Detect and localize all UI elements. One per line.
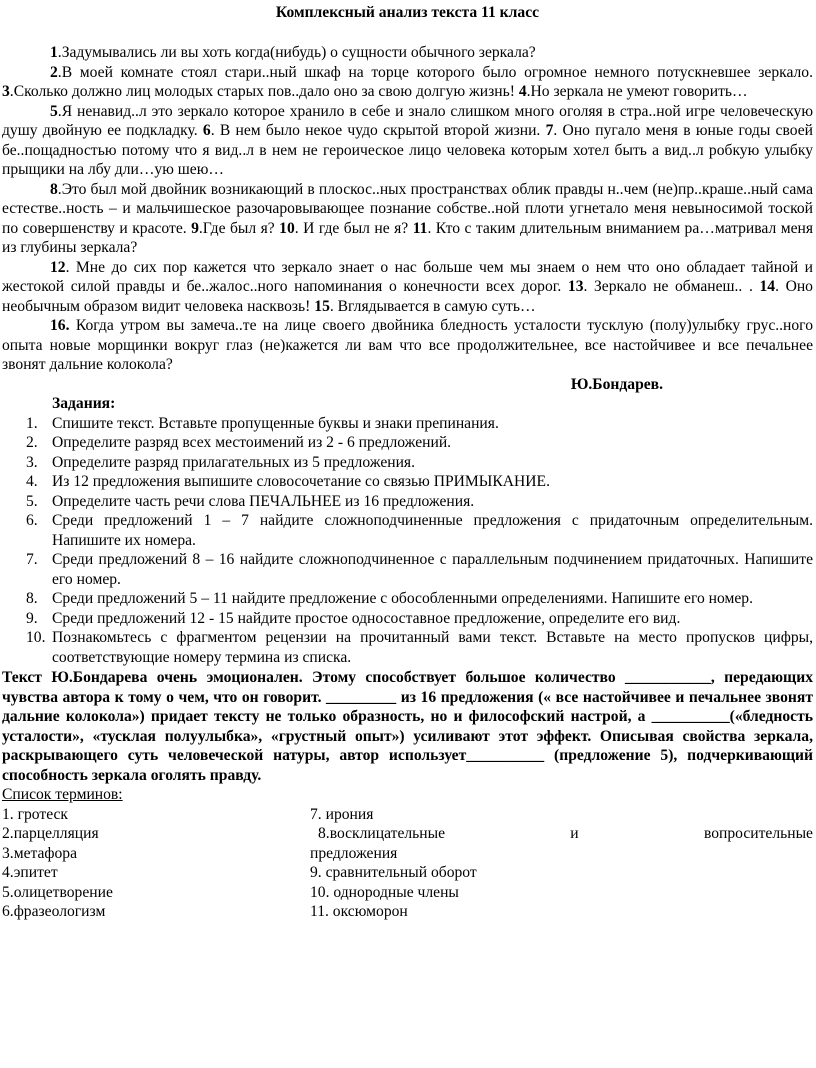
- sentence-text: . Кто с таким длительным вниманием ра…матривал меня из глубины зеркала?: [2, 219, 814, 256]
- terms-list: [2, 805, 813, 922]
- task-text: Определите разряд прилагательных из 5 предложения.: [52, 453, 415, 471]
- sentence-text: .Это был мой двойник возникающий в плоскос..ных пространствах облик правды н..чем (не)пр..краше..ный сама естестве..ность – и мальчишеское разочаровывающее познание собстве..ной плоти угнетало меня невыносимой тоской по совершенству и красоте.: [2, 180, 813, 237]
- task-text: Определите разряд всех местоимений из 2 - 6 предложений.: [52, 434, 452, 451]
- sentence-text: .Я ненавид..л это зеркало которое хранило в себе и знало слишком много оголяя в стра..ной игре человеческую душу двойную ее подкладку.: [2, 102, 813, 139]
- term-item: 1. гротеск: [2, 805, 68, 823]
- term-item: 11. оксюморон: [310, 903, 408, 920]
- sentence-text: . Вглядывается в самую суть…: [329, 297, 536, 315]
- sentence-number: 1: [50, 44, 58, 61]
- task-item: [26, 492, 813, 512]
- term-item-continuation: предложения: [310, 844, 398, 862]
- task-number: 2.: [26, 434, 38, 451]
- task-number: 8.: [26, 590, 38, 607]
- sentence-text: .Сколько должно лиц молодых старых пов..дало оно за свою долгую жизнь!: [9, 83, 519, 100]
- page-title: Комплексный анализ текста 11 класс: [275, 4, 540, 21]
- tasks-list: [2, 414, 813, 668]
- author-signature: Ю.Бондарев.: [570, 375, 663, 393]
- task-text: Среди предложений 8 – 16 найдите сложноподчиненное с параллельным подчинением придаточных. Напишите его номер.: [52, 551, 813, 588]
- task-item: [26, 511, 813, 550]
- sentence-text: . Мне до сих пор кажется что зеркало знает о нас больше чем мы знаем о нем что оно обладает тайной и жестокой силой правды и бе..жалос..ного напоминания о конечности всех дорог.: [2, 258, 813, 295]
- term-item: 4.эпитет: [2, 864, 58, 881]
- task-item: [26, 550, 813, 589]
- term-item: 7. ирония: [310, 805, 374, 823]
- sentence-text: . В нем было некое чудо скрытой второй жизни.: [210, 122, 546, 139]
- sentence-number: 4: [518, 83, 527, 100]
- task-text: Познакомьтесь с фрагментом рецензии на прочитанный вами текст. Вставьте на место пропусков цифры, соответствующие номеру термина из списка.: [52, 629, 813, 666]
- task-number: 3.: [26, 453, 38, 471]
- paragraph-4: [2, 180, 813, 258]
- sentence-text: . И где был не я?: [294, 219, 413, 237]
- source-text: [2, 43, 813, 375]
- task-number: 6.: [26, 512, 38, 529]
- task-number: 9.: [26, 609, 38, 627]
- sentence-text: .Но зеркала не умеют говорить…: [526, 83, 748, 100]
- terms-heading: Список терминов:: [2, 786, 123, 803]
- task-item: [26, 589, 813, 609]
- sentence-number: 14: [759, 278, 776, 295]
- paragraph-2: [2, 63, 813, 102]
- task-number: 1.: [26, 414, 38, 432]
- task-number: 10.: [26, 629, 46, 646]
- tasks-heading: Задания:: [52, 395, 116, 412]
- term-item: 2.парцелляция: [2, 825, 99, 842]
- paragraph-3: [2, 102, 813, 180]
- sentence-number: 10: [279, 219, 295, 237]
- term-item-part: 8.восклицательные: [318, 825, 445, 842]
- sentence-number: 2: [50, 63, 58, 81]
- task-item: [26, 453, 813, 473]
- sentence-text: .В моей комнате стоял стари..ный шкаф на торце которого было огромное немного потускневшее зеркало.: [57, 63, 813, 81]
- sentence-number: 13: [567, 278, 584, 295]
- task-text: Среди предложений 1 – 7 найдите сложноподчиненные предложения с придаточным определительным. Напишите их номера.: [52, 512, 813, 549]
- sentence-number: 16.: [50, 317, 70, 334]
- sentence-number: 7: [545, 122, 554, 139]
- review-fragment: Текст Ю.Бондарева очень эмоционален. Этому способствует большое количество ___________, передающих чувства автора к тому о чем, что он говорит. _________ из 16 предложения (« все настойчивее и печальнее звонят дальние колокола») придает тексту не только образность, но и философский настрой, а __________(«бледность усталости», «тусклая полуулыбка», «грустный опыт») усиливают этот эффект. Описывая свойства зеркала, раскрывающего суть человеческой натуры, автор использует__________ (предложение 5), подчеркивающий способность зеркала оголять правду.: [2, 669, 813, 784]
- task-number: 5.: [26, 492, 38, 510]
- task-text: Среди предложений 5 – 11 найдите предложение с обособленными определениями. Напишите его номер.: [52, 590, 753, 607]
- sentence-text: .Где был я?: [198, 219, 280, 237]
- sentence-text: .Задумывались ли вы хоть когда(нибудь) о сущности обычного зеркала?: [57, 44, 536, 61]
- term-item-part: и: [570, 825, 579, 842]
- term-item: 3.метафора: [2, 844, 78, 862]
- task-item: [26, 414, 813, 434]
- task-text: Определите часть речи слова ПЕЧАЛЬНЕЕ из 16 предложения.: [52, 492, 475, 510]
- sentence-number: 9: [191, 219, 199, 237]
- task-number: 4.: [26, 473, 38, 490]
- task-item: [26, 628, 813, 667]
- sentence-text: Когда утром вы замеча..те на лице своего двойника бледность усталости тусклую (полу)улыбку грус..ного опыта новые морщинки вокруг глаз (не)кажется ли вам что все продолжительнее, все настойчивее и все печальнее звонят дальние колокола?: [2, 317, 813, 373]
- task-text: Из 12 предложения выпишите словосочетание со связью ПРИМЫКАНИЕ.: [52, 473, 550, 490]
- term-item-part: вопросительные: [703, 825, 813, 842]
- sentence-number: 8: [50, 180, 58, 198]
- term-item: 5.олицетворение: [2, 883, 113, 901]
- task-number: 7.: [26, 551, 38, 568]
- task-item: [26, 472, 813, 492]
- paragraph-1: [2, 43, 813, 63]
- term-item: 10. однородные члены: [310, 883, 459, 901]
- paragraph-5: [2, 258, 813, 317]
- paragraph-6: [2, 316, 813, 375]
- sentence-number: 12: [50, 258, 66, 276]
- term-item-8: [310, 824, 813, 844]
- task-text: Спишите текст. Вставьте пропущенные буквы и знаки препинания.: [52, 414, 499, 432]
- task-text: Среди предложений 12 - 15 найдите простое односоставное предложение, определите его вид.: [52, 609, 681, 627]
- sentence-text: . Зеркало не обманеш.. .: [583, 278, 760, 295]
- sentence-number: 5: [50, 102, 58, 120]
- sentence-number: 15: [314, 297, 330, 315]
- sentence-text: . Оно пугало меня в юные годы своей бе..пощадностью потому что я вид..л в нем не героическое лицо человека которым хотел быть а вид..л робкую улыбку прыщики на лбу дли…ую шею…: [2, 122, 813, 178]
- sentence-text: . Оно необычным образом видит человека насквозь!: [2, 278, 813, 315]
- task-item: [26, 433, 813, 453]
- sentence-number: 6: [202, 122, 211, 139]
- term-item: 6.фразеологизм: [2, 903, 106, 920]
- term-item: 9. сравнительный оборот: [310, 864, 477, 881]
- task-item: [26, 609, 813, 629]
- sentence-number: 11: [412, 219, 428, 237]
- sentence-number: 3: [2, 83, 10, 100]
